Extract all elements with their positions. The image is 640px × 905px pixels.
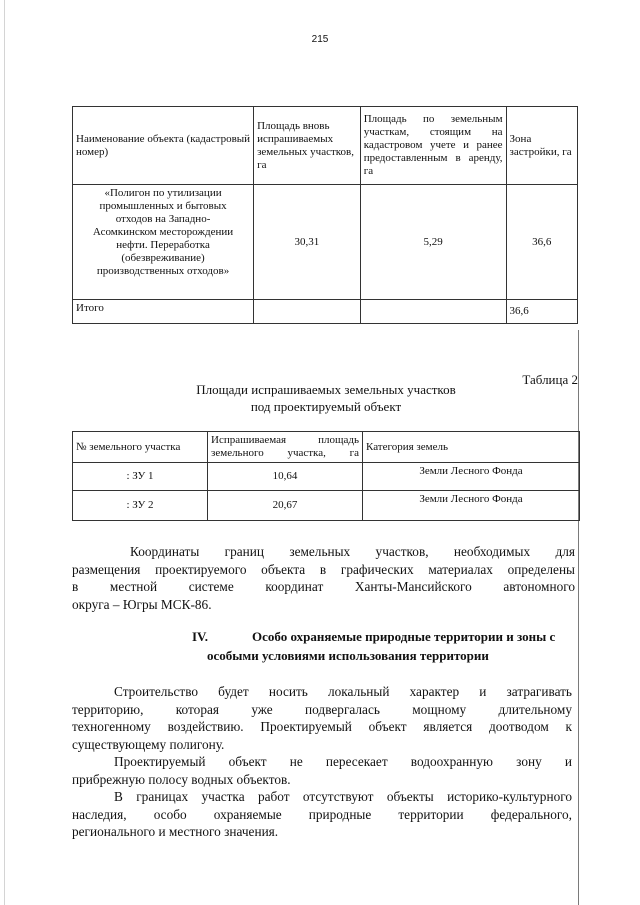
paragraph-line: Проектируемый объект не пересекает водоохранную зону и xyxy=(114,754,572,769)
header-plot-number: № земельного участка xyxy=(73,432,208,463)
paragraph-line: округа – Югры МСК-86. xyxy=(72,596,212,612)
header-text: Зона застройки, га xyxy=(509,132,572,158)
cell-object-name xyxy=(73,185,254,300)
cell-category: Земли Лесного Фонда xyxy=(363,463,580,491)
areas-summary-table xyxy=(72,106,578,324)
cell-plot: : ЗУ 1 xyxy=(73,463,208,491)
object-name-line: производственных отходов» xyxy=(96,265,230,277)
table-row xyxy=(73,463,580,491)
table2-caption: Таблица 2 xyxy=(522,372,578,387)
cell-existing-area: 5,29 xyxy=(360,185,506,300)
table-row xyxy=(73,185,578,300)
table-total-row xyxy=(73,300,578,324)
object-name-line: Асомкинском месторождении xyxy=(92,226,234,238)
page-number: 215 xyxy=(311,34,329,45)
cell-total-label: Итого xyxy=(73,300,254,324)
header-text: Площадь по земельным участкам, стоящим на кадастровом учете и ранее предоставленным в аренду, га xyxy=(363,113,503,177)
object-name-line: нефти. Переработка xyxy=(116,239,210,251)
paragraph-line: Строительство будет носить локальный характер и затрагивать xyxy=(114,684,572,699)
paragraph-line: Координаты границ земельных участков, необходимых для xyxy=(130,544,575,559)
section-number: IV. xyxy=(192,629,209,644)
scan-edge-left xyxy=(4,0,5,905)
cell-area: 10,64 xyxy=(208,463,363,491)
section-title-line1: Особо охраняемые природные территории и зоны с xyxy=(252,629,556,644)
paragraph-line: прибрежную полосу водных объектов. xyxy=(72,771,291,787)
paragraph-line: регионального и местного значения. xyxy=(72,824,279,839)
cell-area: 20,67 xyxy=(208,491,363,521)
paragraph-line: техногенному воздействию. Проектируемый объект является доотводом к xyxy=(72,719,572,734)
table-header-row xyxy=(73,107,578,185)
paragraph-line: наследия, особо охраняемые природные территории федерального, xyxy=(72,806,572,822)
section-title-line2: особыми условиями использования территории xyxy=(207,648,489,663)
construction-paragraph xyxy=(72,683,572,753)
header-text: Испрашиваемая площадь земельного участка, га xyxy=(211,434,359,459)
table-row xyxy=(73,491,580,521)
heritage-paragraph xyxy=(72,788,572,841)
paragraph-line: территорию, которая уже подвергалась мощному длительному xyxy=(72,701,572,717)
table2-title-line2: под проектируемый объект xyxy=(250,399,402,414)
header-text: Площадь вновь испрашиваемых земельных участков, га xyxy=(257,119,354,171)
paragraph-line: В границах участка работ отсутствуют объекты историко-культурного xyxy=(114,789,572,804)
cell-category: Земли Лесного Фонда xyxy=(363,491,580,521)
header-land-category: Категория земель xyxy=(363,432,580,463)
cell-total-zone: 36,6 xyxy=(506,300,577,324)
cell-empty xyxy=(254,300,361,324)
coords-paragraph xyxy=(72,543,575,613)
cell-new-area: 30,31 xyxy=(254,185,361,300)
object-name-line: промышленных и бытовых xyxy=(99,200,227,212)
header-new-area xyxy=(254,107,361,185)
header-zone xyxy=(506,107,577,185)
header-requested-area xyxy=(208,432,363,463)
paragraph-line: размещения проектируемого объекта в графических материалах определены xyxy=(72,561,575,577)
object-name-line: (обезвреживание) xyxy=(121,252,205,264)
table-header-row xyxy=(73,432,580,463)
cell-empty xyxy=(360,300,506,324)
water-zone-paragraph xyxy=(72,753,572,788)
header-existing-area xyxy=(360,107,506,185)
plots-table xyxy=(72,431,580,521)
header-text: Наименование объекта (кадастровый номер) xyxy=(76,132,251,158)
paragraph-line: существующему полигону. xyxy=(72,736,225,752)
cell-zone: 36,6 xyxy=(506,185,577,300)
table2-title-line1: Площади испрашиваемых земельных участков xyxy=(196,382,456,397)
cell-plot: : ЗУ 2 xyxy=(73,491,208,521)
object-name-line: «Полигон по утилизации xyxy=(104,187,222,199)
scan-edge-right xyxy=(578,330,579,905)
header-object-name xyxy=(73,107,254,185)
object-name-line: отходов на Западно- xyxy=(115,213,211,225)
paragraph-line: в местной системе координат Ханты-Мансийского автономного xyxy=(72,579,575,594)
